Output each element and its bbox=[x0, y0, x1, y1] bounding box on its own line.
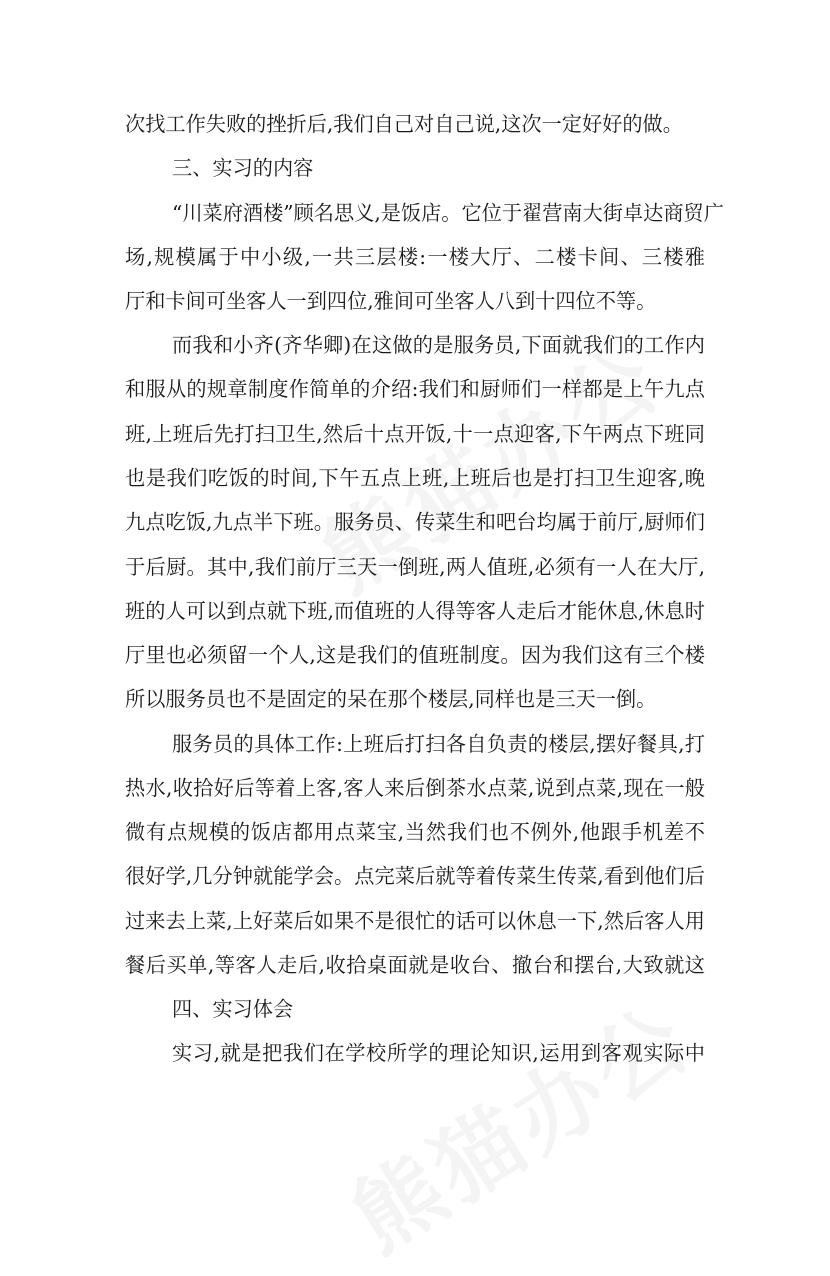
paragraph-line: 班的人可以到点就下班,而值班的人得等客人走后才能休息,休息时 bbox=[125, 599, 705, 623]
paragraph-line: 和服从的规章制度作简单的介绍:我们和厨师们一样都是上午九点 bbox=[125, 377, 705, 401]
section-heading: 四、实习体会 bbox=[172, 997, 294, 1021]
paragraph-line: 所以服务员也不是固定的呆在那个楼层,同样也是三天一倒。 bbox=[125, 687, 657, 711]
paragraph-line: 班,上班后先打扫卫生,然后十点开饭,十一点迎客,下午两点下班同 bbox=[125, 422, 705, 446]
paragraph-line: 很好学,几分钟就能学会。点完菜后就等着传菜生传菜,看到他们后 bbox=[125, 864, 705, 888]
paragraph-line: 服务员的具体工作:上班后打扫各自负责的楼层,摆好餐具,打 bbox=[172, 732, 705, 756]
paragraph-line: 实习,就是把我们在学校所学的理论知识,运用到客观实际中 bbox=[172, 1041, 705, 1065]
paragraph-line: 九点吃饭,九点半下班。服务员、传菜生和吧台均属于前厅,厨师们 bbox=[125, 510, 705, 534]
paragraph-line: 过来去上菜,上好菜后如果不是很忙的话可以休息一下,然后客人用 bbox=[125, 909, 705, 933]
paragraph-line: 微有点规模的饭店都用点菜宝,当然我们也不例外,他跟手机差不 bbox=[125, 820, 705, 844]
paragraph-line: 场,规模属于中小级,一共三层楼:一楼大厅、二楼卡间、三楼雅 bbox=[125, 245, 705, 269]
paragraph-line: 热水,收拾好后等着上客,客人来后倒茶水点菜,说到点菜,现在一般 bbox=[125, 776, 705, 800]
paragraph-line: 厅里也必须留一个人,这是我们的值班制度。因为我们这有三个楼 bbox=[125, 643, 705, 667]
paragraph-line: 次找工作失败的挫折后,我们自己对自己说,这次一定好好的做。 bbox=[125, 112, 683, 136]
paragraph-line: 而我和小齐(齐华卿)在这做的是服务员,下面就我们的工作内 bbox=[172, 333, 705, 357]
paragraph-line: 于后厨。其中,我们前厅三天一倒班,两人值班,必须有一人在大厅, bbox=[125, 555, 705, 579]
paragraph-line: “川菜府酒楼”顾名思义,是饭店。它位于翟营南大街卓达商贸广 bbox=[172, 201, 724, 225]
paragraph-line: 餐后买单,等客人走后,收拾桌面就是收台、撤台和摆台,大致就这 bbox=[125, 953, 705, 977]
section-heading: 三、实习的内容 bbox=[172, 156, 314, 180]
paragraph-line: 也是我们吃饭的时间,下午五点上班,上班后也是打扫卫生迎客,晚 bbox=[125, 466, 705, 490]
paragraph-line: 厅和卡间可坐客人一到四位,雅间可坐客人八到十四位不等。 bbox=[125, 289, 657, 313]
